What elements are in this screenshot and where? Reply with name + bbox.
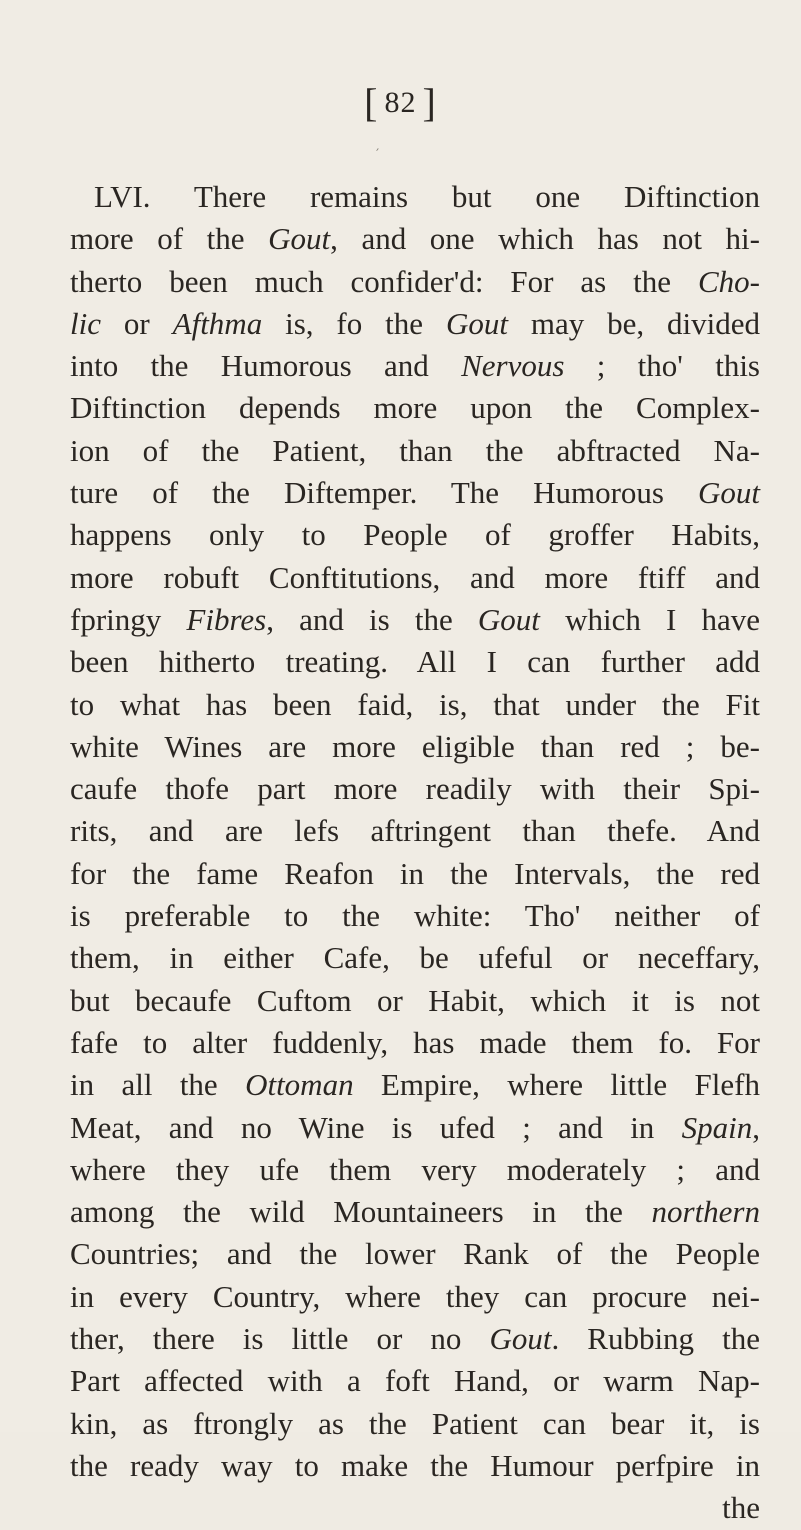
- text-span: ture of the Diftemper. The Humorous: [70, 475, 698, 511]
- text-line: [70, 387, 760, 429]
- italic-text: lic: [70, 305, 101, 341]
- text-line: [70, 980, 760, 1022]
- text-span: LVI. There remains but one Diftinction: [94, 179, 760, 214]
- text-span: kin, as ftrongly as the Patient can bear it, is: [70, 1405, 760, 1441]
- text-line: [70, 1233, 760, 1275]
- text-span: where they ufe them very moderately ; and: [70, 1151, 760, 1187]
- text-line: [70, 726, 760, 768]
- italic-text: Gout: [489, 1321, 552, 1357]
- text-span: which I have: [539, 601, 760, 637]
- italic-text: Cho-: [698, 263, 760, 299]
- italic-text: Gout: [477, 601, 540, 637]
- italic-text: Nervous: [461, 348, 565, 384]
- text-line: [70, 261, 760, 303]
- text-line: [70, 853, 760, 895]
- italic-text: Afthma: [172, 305, 263, 341]
- stray-mark: ′: [376, 147, 380, 163]
- text-line: [70, 641, 760, 683]
- page-header: [0, 78, 801, 132]
- text-line: [70, 430, 760, 472]
- italic-text: Gout: [698, 475, 760, 511]
- italic-text: Fibres: [186, 601, 267, 637]
- open-bracket: [: [364, 80, 379, 125]
- text-line: [70, 599, 760, 641]
- text-line: [70, 1276, 760, 1318]
- text-span: ,: [752, 1109, 760, 1145]
- close-bracket: ]: [422, 80, 437, 125]
- text-span: fafe to alter fuddenly, has made them fo. For: [70, 1024, 760, 1060]
- text-span: among the wild Mountaineers in the: [70, 1194, 652, 1230]
- text-span: for the fame Reafon in the Intervals, the red: [70, 855, 760, 891]
- text-span: but becaufe Cuftom or Habit, which it is not: [70, 982, 760, 1018]
- text-span: in every Country, where they can procure nei-: [70, 1278, 760, 1314]
- text-line: [70, 768, 760, 810]
- text-line: [70, 218, 760, 260]
- text-line: [70, 514, 760, 556]
- text-span: ; tho' this: [564, 348, 760, 384]
- text-line: [70, 895, 760, 937]
- text-line: [70, 684, 760, 726]
- text-span: fpringy: [70, 601, 187, 637]
- text-span: Meat, and no Wine is ufed ; and in: [70, 1109, 682, 1145]
- italic-text: Gout: [445, 305, 508, 341]
- text-line: [70, 1403, 760, 1445]
- italic-text: northern: [651, 1194, 760, 1230]
- text-span: rits, and are lefs aftringent than thefe. And: [70, 813, 760, 849]
- page-number: 82: [384, 86, 417, 119]
- text-span: Empire, where little Flefh: [353, 1067, 760, 1103]
- text-span: into the Humorous and: [70, 348, 462, 384]
- text-span: or: [101, 305, 173, 341]
- text-line: [70, 1318, 760, 1360]
- text-span: Countries; and the lower Rank of the People: [70, 1236, 760, 1272]
- italic-text: Ottoman: [245, 1067, 354, 1103]
- text-span: Diftinction depends more upon the Complex-: [70, 390, 760, 426]
- text-line: [70, 472, 760, 514]
- text-span: Part affected with a foft Hand, or warm Nap-: [70, 1363, 760, 1399]
- text-line: [70, 1107, 760, 1149]
- text-span: caufe thofe part more readily with their Spi-: [70, 771, 760, 807]
- text-line: [70, 810, 760, 852]
- text-span: ther, there is little or no: [70, 1321, 490, 1357]
- text-line: [70, 1445, 760, 1487]
- text-span: . Rubbing the: [551, 1321, 760, 1357]
- text-span: ion of the Patient, than the abftracted Na-: [70, 432, 760, 468]
- text-line: [70, 1149, 760, 1191]
- text-span: them, in either Cafe, be ufeful or neceffary,: [70, 940, 760, 976]
- text-span: white Wines are more eligible than red ; be-: [70, 728, 760, 764]
- text-line: [70, 557, 760, 599]
- text-line: [70, 176, 760, 218]
- text-line: [70, 303, 760, 345]
- text-span: , and one which has not hi-: [330, 221, 760, 257]
- text-span: , and is the: [266, 601, 478, 637]
- text-span: may be, divided: [507, 305, 761, 341]
- text-span: to what has been faid, is, that under the Fit: [70, 686, 760, 722]
- text-span: the: [722, 1490, 760, 1526]
- italic-text: Spain: [681, 1109, 753, 1145]
- text-span: the ready way to make the Humour perfpire in: [70, 1447, 760, 1483]
- text-line: [70, 937, 760, 979]
- text-line: [70, 1360, 760, 1402]
- text-span: therto been much confider'd: For as the: [70, 263, 698, 299]
- text-line: [70, 1191, 760, 1233]
- text-span: is, fo the: [262, 305, 446, 341]
- text-span: is preferable to the white: Tho' neither of: [70, 898, 760, 934]
- text-line: [70, 345, 760, 387]
- text-span: in all the: [70, 1067, 246, 1103]
- text-line: [70, 1487, 760, 1529]
- text-span: more robuft Conftitutions, and more ftiff and: [70, 559, 760, 595]
- body-text: [70, 176, 760, 1530]
- italic-text: Gout: [268, 221, 331, 257]
- text-span: happens only to People of groffer Habits,: [70, 517, 760, 553]
- text-span: more of the: [70, 221, 269, 257]
- text-span: been hitherto treating. All I can further add: [70, 644, 760, 680]
- text-line: [70, 1022, 760, 1064]
- text-line: [70, 1064, 760, 1106]
